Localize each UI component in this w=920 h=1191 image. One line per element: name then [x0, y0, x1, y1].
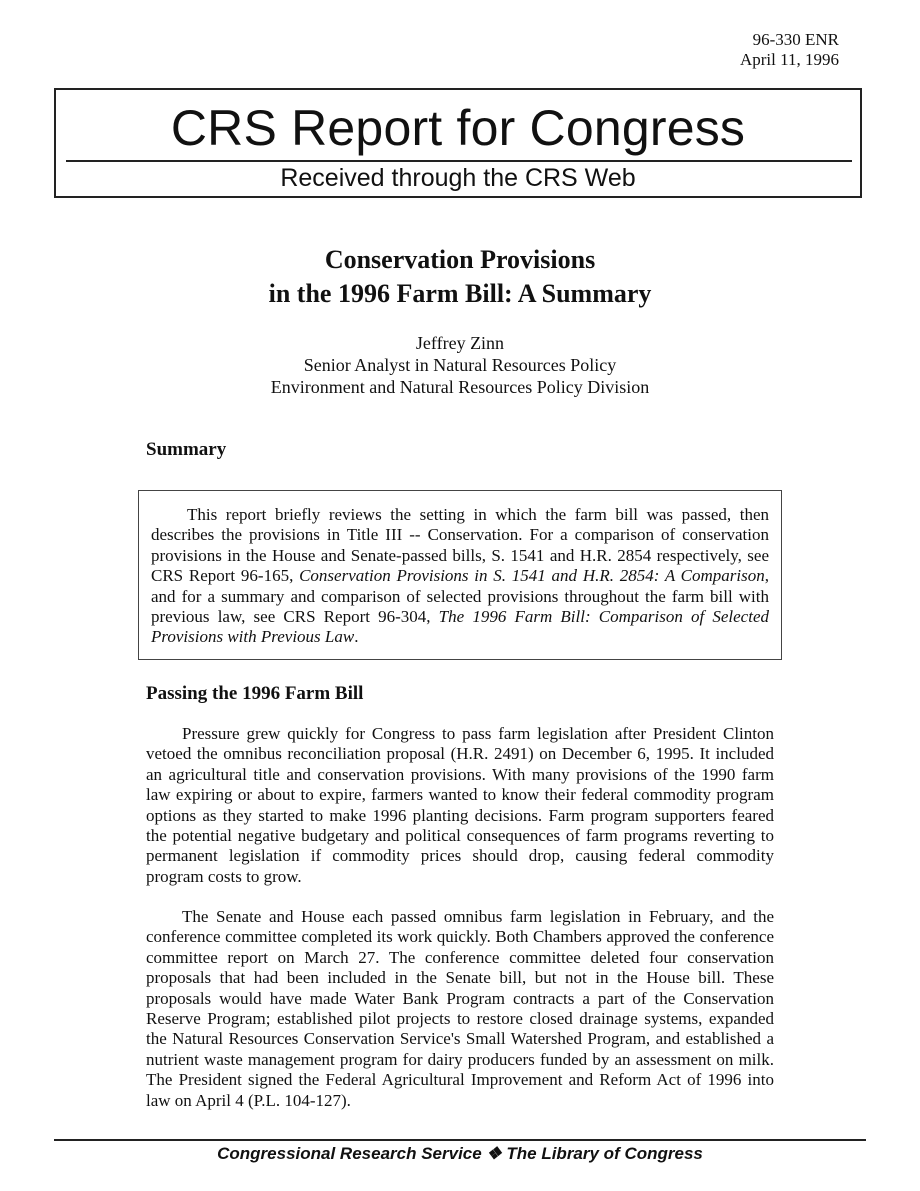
masthead-title: CRS Report for Congress [170, 100, 746, 156]
masthead-divider [66, 160, 852, 162]
document-title [0, 243, 920, 311]
report-date: April 11, 1996 [739, 50, 839, 69]
author-block [0, 332, 920, 398]
footer-text: Congressional Research Service ❖ The Library of Congress [217, 1144, 703, 1163]
summary-paragraph [151, 505, 769, 648]
report-identifier [740, 30, 839, 70]
report-number: 96-330 ENR [752, 30, 839, 49]
section-heading-passing: Passing the 1996 Farm Bill [146, 683, 364, 704]
body-paragraph-2: The Senate and House each passed omnibus farm legislation in February, and the conference committee completed its work quickly. Both Chambers approved the conference committee report on March 27. The conference committee deleted four conservation proposals that had been included in the Senate bill, but not in the House bill. These proposals would have made Water Bank Program contracts a part of the Conservation Reserve Program; established pilot projects to restore closed drainage systems, expanded the Natural Resources Conservation Service's Small Watershed Program, and established a nutrient waste management program for dairy producers funded by an assessment on milk. The President signed the Federal Agricultural Improvement and Reform Act of 1996 into law on April 4 (P.L. 104-127). [146, 907, 774, 1110]
summary-text-3: . [354, 627, 359, 647]
document-title-line-2: in the 1996 Farm Bill: A Summary [268, 279, 652, 308]
author-division: Environment and Natural Resources Policy Division [270, 377, 650, 397]
summary-heading: Summary [146, 439, 227, 460]
summary-text-2: , and for a summary and comparison of selected provisions throughout the farm bill with previous law, see CRS Report 96-304, [151, 566, 769, 627]
masthead-subtitle: Received through the CRS Web [280, 164, 636, 192]
footer-divider [54, 1139, 866, 1141]
body-paragraph-1: Pressure grew quickly for Congress to pass farm legislation after President Clinton vetoed the omnibus reconciliation proposal (H.R. 2491) on December 6, 1995. It included an agricultural title and conservation provisions. With many provisions of the 1990 farm law expiring or about to expire, farmers wanted to know their federal commodity program options as they started to make 1996 planting decisions. Farm program supporters feared the potential negative budgetary and political consequences of farm programs reverting to permanent legislation if commodity prices should drop, causing federal commodity program costs to grow. [146, 724, 774, 886]
document-title-line-1: Conservation Provisions [324, 245, 596, 274]
author-title: Senior Analyst in Natural Resources Policy [303, 355, 617, 375]
masthead-box [54, 88, 862, 198]
summary-reference-1: Conservation Provisions in S. 1541 and H.R. 2854: A Comparison [299, 566, 765, 586]
summary-reference-2: The 1996 Farm Bill: Comparison of Selected Provisions with Previous Law [151, 607, 769, 647]
summary-text-1: This report briefly reviews the setting in which the farm bill was passed, then describes the provisions in Title III -- Conservation. For a comparison of conservation provisions in the House and Senate-passed bills, S. 1541 and H.R. 2854 respectively, see CRS Report 96-165, [151, 505, 769, 586]
summary-box [138, 490, 782, 660]
author-name: Jeffrey Zinn [415, 333, 505, 353]
